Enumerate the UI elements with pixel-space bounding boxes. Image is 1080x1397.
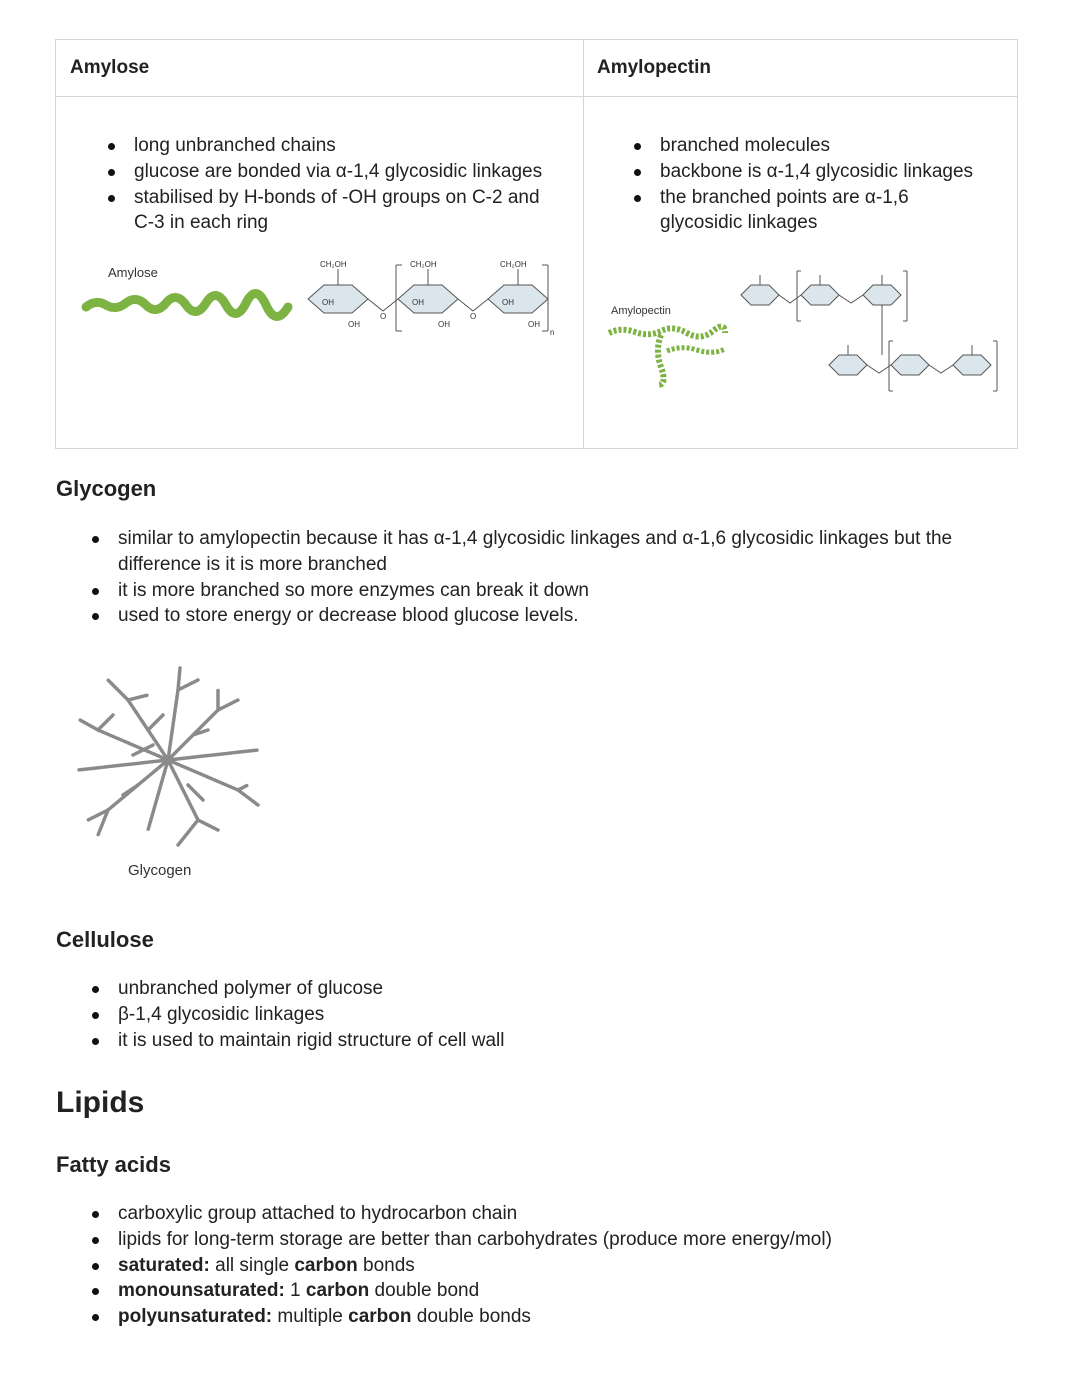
glycogen-heading: Glycogen	[56, 476, 157, 501]
glycosidic-bond	[458, 299, 488, 311]
table-divider-vertical	[583, 40, 584, 448]
amylopectin-bullet-list	[630, 133, 990, 236]
term-saturated: saturated:	[118, 1254, 210, 1276]
glucose-ring	[398, 285, 458, 313]
list-item: the branched points are α-1,6 glycosidic linkages	[630, 185, 990, 237]
list-item-text: double bond	[369, 1280, 480, 1302]
glucose-ring	[953, 355, 991, 375]
table-header-amylose: Amylose	[70, 57, 150, 78]
list-item: stabilised by H-bonds of -OH groups on C-2 and C-3 in each ring	[104, 185, 544, 237]
glycogen-diagram-label: Glycogen	[128, 862, 192, 879]
table-header-amylopectin: Amylopectin	[597, 57, 712, 78]
glucose-ring	[741, 285, 779, 305]
amylose-diagram	[76, 255, 576, 365]
ring-text: CH₂OH	[410, 260, 437, 269]
fatty-acids-bullet-list	[88, 1201, 988, 1330]
amylopectin-diagram	[601, 255, 1011, 405]
glycogen-branch	[168, 668, 180, 760]
ring-text: OH	[502, 298, 514, 307]
list-item-text: double bonds	[411, 1306, 531, 1328]
list-item-text: multiple	[272, 1306, 349, 1328]
amylopectin-branch	[667, 348, 725, 353]
list-item-text: 1	[284, 1280, 306, 1302]
glucose-ring	[308, 285, 368, 313]
cellulose-bullet-list	[88, 976, 788, 1053]
ring-text: CH₂OH	[320, 260, 347, 269]
amylose-bullet-list	[104, 133, 544, 236]
list-item-text: all single	[209, 1254, 295, 1276]
glucose-ring	[801, 285, 839, 305]
glucose-ring	[829, 355, 867, 375]
glycogen-diagram	[68, 660, 278, 890]
ring-text: OH	[348, 320, 360, 329]
ring-text: O	[470, 312, 477, 321]
term-monounsaturated: monounsaturated:	[118, 1280, 285, 1302]
ring-text: OH	[412, 298, 424, 307]
fatty-acids-heading: Fatty acids	[56, 1152, 171, 1177]
list-item: carboxylic group attached to hydrocarbon chain	[88, 1201, 988, 1227]
glucose-ring	[488, 285, 548, 313]
amylose-helix-chain	[86, 293, 288, 316]
list-item: it is used to maintain rigid structure of cell wall	[88, 1028, 788, 1054]
list-item: used to store energy or decrease blood glucose levels.	[88, 603, 1008, 629]
table-divider-horizontal	[56, 96, 1017, 97]
glycogen-bullet-list	[88, 526, 1008, 629]
list-item: lipids for long-term storage are better than carbohydrates (produce more energy/mol)	[88, 1227, 988, 1253]
term-carbon: carbon	[294, 1254, 358, 1276]
term-carbon: carbon	[305, 1280, 370, 1302]
ring-text: OH	[438, 320, 450, 329]
glycogen-branch	[168, 750, 258, 760]
amylopectin-structure-illustration	[601, 255, 1011, 405]
list-item: it is more branched so more enzymes can break it down	[88, 578, 1008, 604]
list-item: long unbranched chains	[104, 133, 544, 159]
glycogen-branch	[78, 760, 168, 770]
ring-text: OH	[322, 298, 334, 307]
term-carbon: carbon	[348, 1306, 412, 1328]
starch-comparison-table	[55, 39, 1018, 449]
ch2oh-bonds	[760, 275, 972, 355]
list-item	[88, 1278, 988, 1304]
glucose-ring	[891, 355, 929, 375]
amylose-diagram-label: Amylose	[108, 265, 158, 280]
term-polyunsaturated: polyunsaturated:	[118, 1306, 273, 1328]
glycogen-branching-illustration	[68, 660, 278, 850]
list-item: similar to amylopectin because it has α-1,4 glycosidic linkages and α-1,6 glycosidic linkages but the difference is it is more branched	[88, 526, 1008, 578]
list-item: backbone is α-1,4 glycosidic linkages	[630, 159, 990, 185]
glucose-ring	[863, 285, 901, 305]
amylopectin-chain	[609, 326, 725, 336]
ring-text: n	[550, 328, 555, 337]
list-item: glucose are bonded via α-1,4 glycosidic linkages	[104, 159, 544, 185]
list-item: branched molecules	[630, 133, 990, 159]
list-item: unbranched polymer of glucose	[88, 976, 788, 1002]
list-item	[88, 1253, 988, 1279]
list-item: β-1,4 glycosidic linkages	[88, 1002, 788, 1028]
list-item	[88, 1304, 988, 1330]
amylopectin-branch	[658, 335, 664, 385]
lipids-title: Lipids	[56, 1086, 145, 1119]
ring-text: CH₂OH	[500, 260, 527, 269]
ring-text: O	[380, 312, 387, 321]
list-item-text: bonds	[357, 1254, 415, 1276]
cellulose-heading: Cellulose	[56, 927, 154, 952]
ring-text: OH	[528, 320, 540, 329]
glycosidic-bond	[368, 299, 398, 311]
amylopectin-diagram-label: Amylopectin	[611, 305, 671, 317]
ch2oh-bonds	[338, 269, 518, 285]
